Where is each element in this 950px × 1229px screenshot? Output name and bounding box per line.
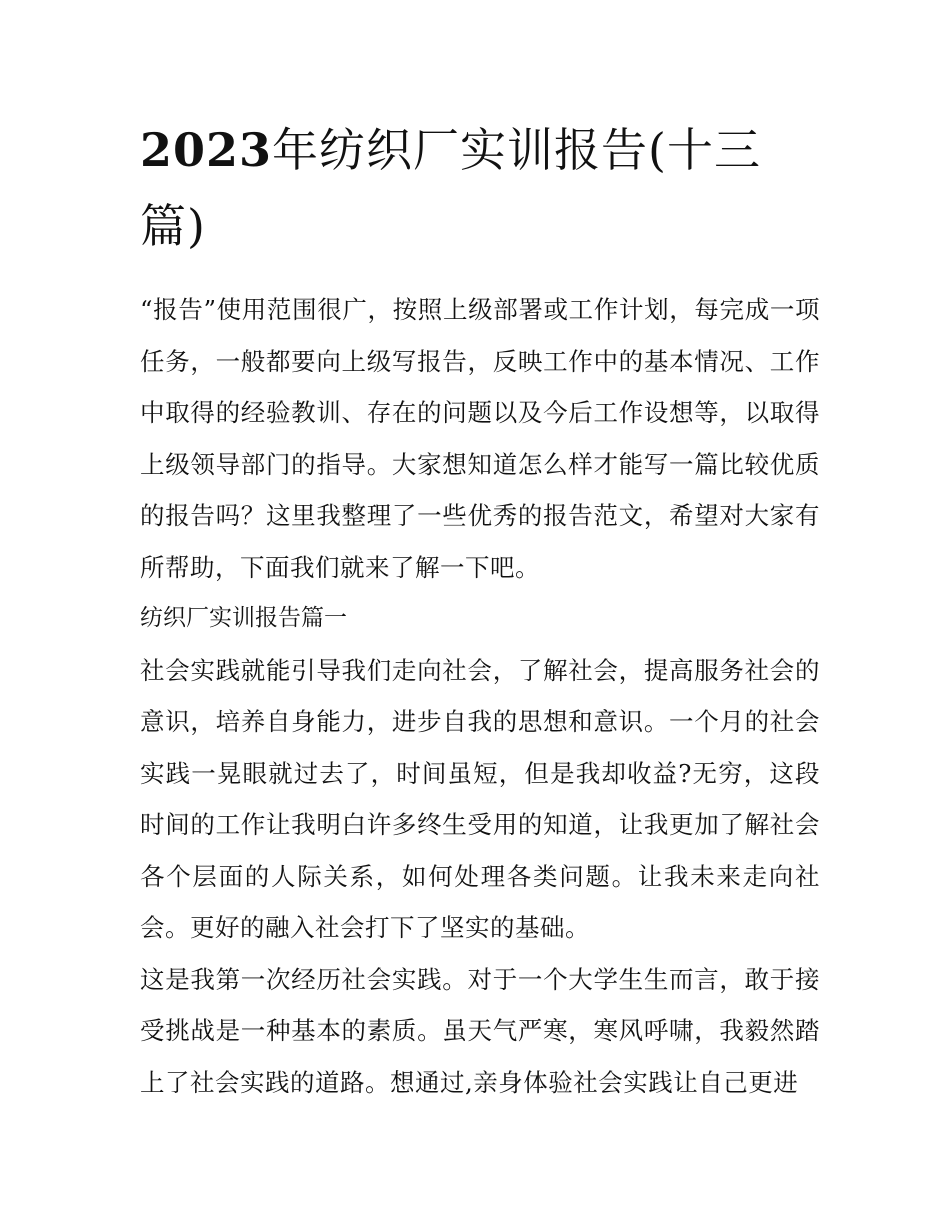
document-title	[140, 112, 820, 264]
body-paragraph: 社会实践就能引导我们走向社会，了解社会，提高服务社会的意识，培养自身能力，进步自我的思想和意识。一个月的社会实践一晃眼就过去了，时间虽短，但是我却收益?无穷，这段时间的工作让我明白许多终生受用的知道，让我更加了解社会各个层面的人际关系，如何处理各类问题。让我未来走向社会。更好的融入社会打下了坚实的基础。	[140, 655, 820, 942]
section-heading: 纺织厂实训报告篇一	[140, 605, 347, 631]
title-text: 年纺织厂实训报告(十三篇)	[140, 123, 761, 253]
title-year: 2023	[140, 123, 273, 177]
intro-paragraph: “报告”使用范围很广，按照上级部署或工作计划，每完成一项任务，一般都要向上级写报告，反映工作中的基本情况、工作中取得的经验教训、存在的问题以及今后工作设想等，以取得上级领导部门的指导。大家想知道怎么样才能写一篇比较优质的报告吗？这里我整理了一些优秀的报告范文，希望对大家有所帮助，下面我们就来了解一下吧。	[140, 295, 820, 582]
body-paragraph: 这是我第一次经历社会实践。对于一个大学生生而言，敢于接受挑战是一种基本的素质。虽天气严寒，寒风呼啸，我毅然踏上了社会实践的道路。想通过,亲身体验社会实践让自己更进	[140, 964, 820, 1097]
document-body	[140, 284, 820, 1108]
document-page	[140, 112, 820, 1108]
